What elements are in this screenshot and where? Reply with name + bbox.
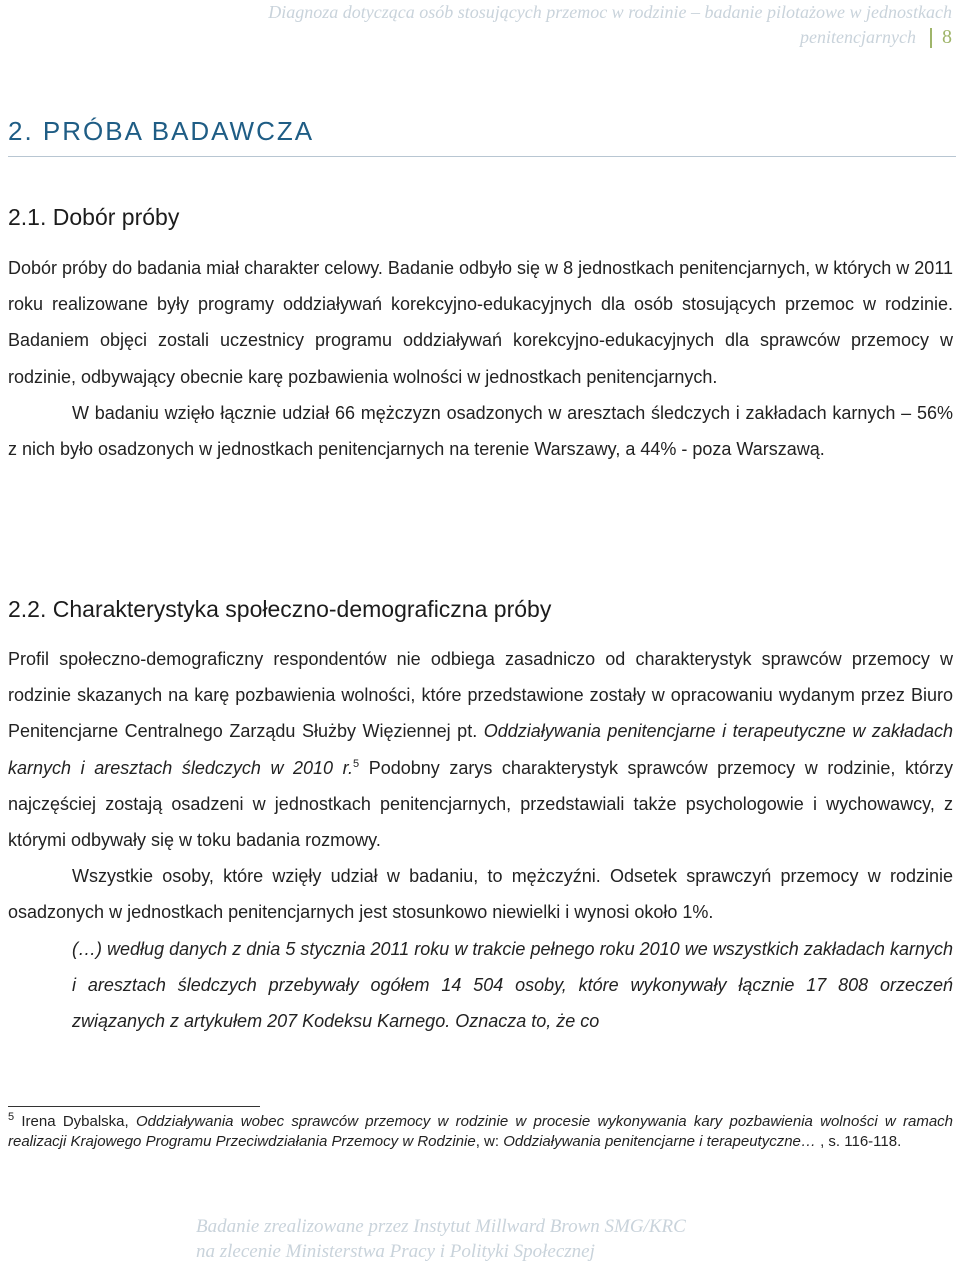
footer-line1: Badanie zrealizowane przez Instytut Millward Brown SMG/KRC xyxy=(196,1216,686,1237)
footnote-source: Oddziaływania penitencjarne i terapeutyczne… xyxy=(503,1133,816,1150)
paragraph-text: Profil społeczno-demograficzny respondentów nie odbiega zasadniczo od charakterystyk sprawców przemocy w rodzinie skazanych na karę pozbawienia wolności, które przedstawione zostały w opracowaniu wydanym przez Biuro Penitencjarne Centralnego Zarządu Służby Więziennej pt. xyxy=(8,649,953,742)
footnote xyxy=(8,1112,953,1152)
subsection-heading-2-1: 2.1. Dobór próby xyxy=(8,204,180,230)
section-heading: 2. PRÓBA BADAWCZA xyxy=(8,116,315,146)
subsection-2-2-body xyxy=(8,641,953,1039)
subsection-heading-2-2: 2.2. Charakterystyka społeczno-demograficzna próby xyxy=(8,596,552,622)
footnote-connector: , w: xyxy=(475,1133,504,1150)
footnote-number: 5 xyxy=(8,1111,15,1123)
paragraph xyxy=(8,641,953,858)
footnote-title: Oddziaływania wobec sprawców przemocy w rodzinie w procesie wykonywania kary pozbawienia wolności w ramach realizacji Krajowego Programu Przeciwdziałania Przemocy w Rodzinie xyxy=(8,1113,954,1150)
paragraph: Dobór próby do badania miał charakter celowy. Badanie odbyło się w 8 jednostkach penitencjarnych, w których w 2011 roku realizowane były programy oddziaływań korekcyjno-edukacyjnych dla osób stosujących przemoc w rodzinie. Badaniem objęci zostali uczestnicy programu oddziaływań korekcyjno-edukacyjnych dla sprawców przemocy w rodzinie, odbywający obecnie karę pozbawienia wolności w jednostkach penitencjarnych. xyxy=(8,258,953,387)
header-title-line1: Diagnoza dotycząca osób stosujących przemoc w rodzinie – badanie pilotażowe w jednostkach xyxy=(268,2,952,22)
header-divider xyxy=(930,28,932,48)
subsection-2-1-body xyxy=(8,250,953,467)
paragraph: Wszystkie osoby, które wzięły udział w badaniu, to mężczyźni. Odsetek sprawczyń przemocy w rodzinie osadzonych w jednostkach penitencjarnych jest stosunkowo niewielki i wynosi około 1%. xyxy=(8,866,953,923)
footnote-author: Irena Dybalska, xyxy=(14,1113,136,1130)
footnote-rule xyxy=(8,1106,260,1107)
header-title-line2-row xyxy=(22,25,952,50)
running-footer xyxy=(0,1214,960,1264)
section-heading-rule xyxy=(8,156,956,157)
running-header xyxy=(22,0,952,50)
header-title-line2: penitencjarnych xyxy=(800,27,916,47)
footnote-ref: 5 xyxy=(352,757,360,770)
paragraph: W badaniu wzięło łącznie udział 66 mężczyzn osadzonych w aresztach śledczych i zakładach karnych – 56% z nich było osadzonych w jednostkach penitencjarnych na terenie Warszawy, a 44% - poza Warszawą. xyxy=(8,402,953,460)
block-quote: (…) według danych z dnia 5 stycznia 2011 roku w trakcie pełnego roku 2010 we wszystkich zakładach karnych i aresztach śledczych przebywały ogółem 14 504 osoby, które wykonywały łącznie 17 808 orzeczeń związanych z artykułem 207 Kodeksu Karnego. Oznacza to, że co xyxy=(72,938,953,1032)
paragraph-text: Podobny zarys charakterystyk sprawców przemocy w rodzinie, którzy najczęściej zostają osadzeni w jednostkach penitencjarnych, przedstawiali także psychologowie i wychowawcy, z którymi odbywały się w toku badania rozmowy. xyxy=(8,757,953,851)
footnote-pages: , s. 116-118. xyxy=(815,1133,902,1150)
page-number: 8 xyxy=(942,26,952,48)
cited-title: Oddziaływania penitencjarne i terapeutyczne w zakładach karnych i aresztach śledczych w 2010 r. xyxy=(8,721,953,778)
footer-line2: na zlecenie Ministerstwa Pracy i Polityki Społecznej xyxy=(196,1241,595,1262)
